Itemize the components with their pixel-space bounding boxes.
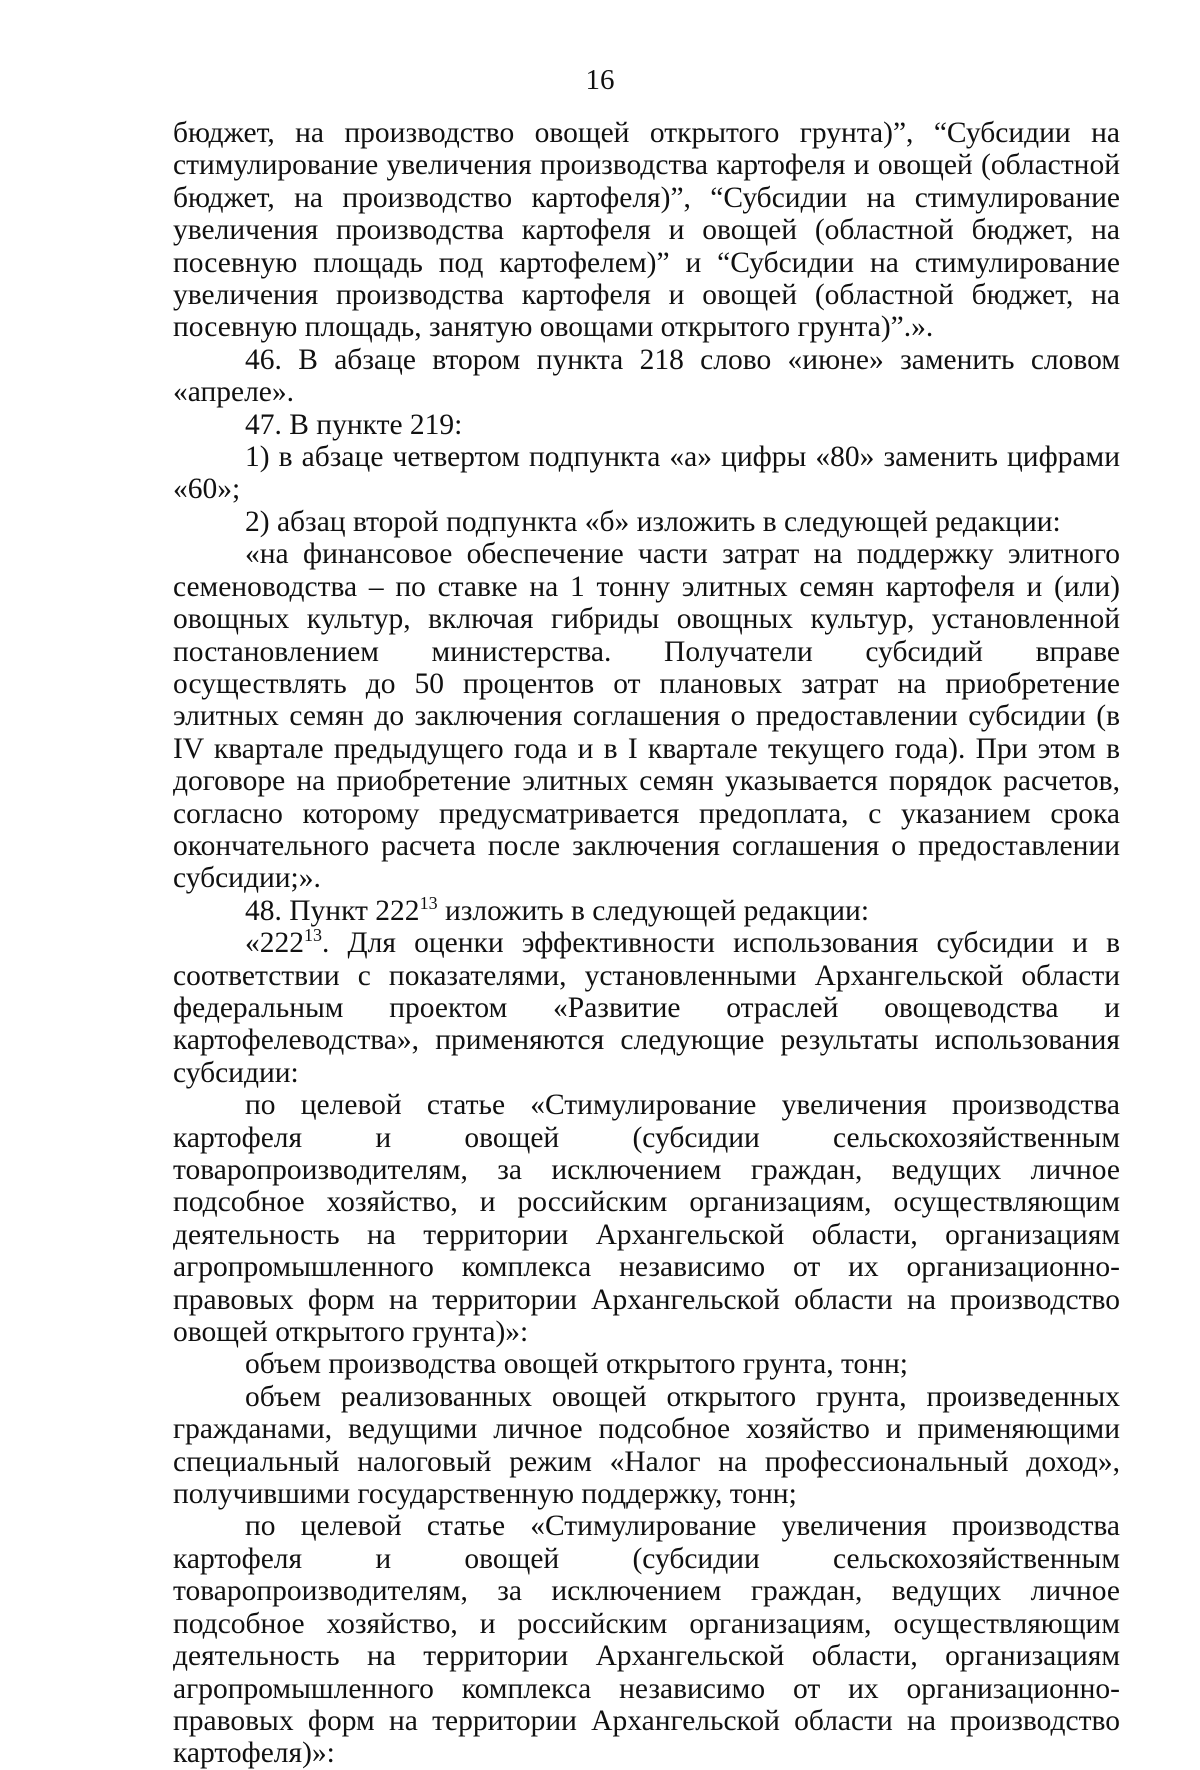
paragraph-point-222-13-end: . Для оценки эффективности использования субсидии и в соответствии с показателями, установленными Архангельской области федеральным проектом «Развитие отраслей овощеводства и картофелеводства», применяются следующие результаты использования субсидии: bbox=[173, 927, 1120, 1089]
paragraph-item-48-superscript: 13 bbox=[419, 892, 438, 913]
paragraph-indicator-realized-vegetables: объем реализованных овощей открытого грунта, произведенных гражданами, ведущими личное подсобное хозяйство и применяющими специальный налоговый режим «Налог на профессиональный доход», получившими государственную поддержку, тонн; bbox=[173, 1380, 1120, 1511]
paragraph-item-48-start: 48. Пункт 222 bbox=[245, 894, 420, 927]
paragraph-item-48-end: изложить в следующей редакции: bbox=[437, 894, 870, 927]
paragraph-point-222-13-superscript: 13 bbox=[304, 925, 322, 946]
paragraph-target-article-vegetables: по целевой статье «Стимулирование увеличения производства картофеля и овощей (субсидии сельскохозяйственным товаропроизводителям, за исключением граждан, ведущих личное подсобное хозяйство, и российским организациям, осуществляющим деятельность на территории Архангельской области, организациям агропромышленного комплекса независимо от их организационно-правовых форм на территории Архангельской области на производство овощей открытого грунта)»: bbox=[173, 1089, 1120, 1349]
paragraph-continuation: бюджет, на производство овощей открытого грунта)”, “Субсидии на стимулирование увеличения производства картофеля и овощей (областной бюджет, на производство картофеля)”, “Субсидии на стимулирование увеличения производства картофеля и овощей (областной бюджет, на посевную площадь под картофелем)” и “Субсидии на стимулирование увеличения производства картофеля и овощей (областной бюджет, на посевную площадь, занятую овощами открытого грунта)”.». bbox=[173, 117, 1120, 344]
paragraph-point-222-13 bbox=[173, 927, 1120, 1089]
paragraph-indicator-vegetable-volume: объем производства овощей открытого грунта, тонн; bbox=[245, 1348, 908, 1381]
paragraph-point-222-13-start: «222 bbox=[245, 927, 304, 960]
paragraph-subitem-2: 2) абзац второй подпункта «б» изложить в следующей редакции: bbox=[245, 505, 1061, 538]
paragraph-elite-seed-quote: «на финансовое обеспечение части затрат на поддержку элитного семеноводства – по ставке на 1 тонну элитных семян картофеля и (или) овощных культур, включая гибриды овощных культур, установленной постановлением министерства. Получатели субсидий вправе осуществлять до 50 процентов от плановых затрат на приобретение элитных семян до заключения соглашения о предоставлении субсидии (в IV квартале предыдущего года и в I квартале текущего года). При этом в договоре на приобретение элитных семян указывается порядок расчетов, согласно которому предусматривается предоплата, с указанием срока окончательного расчета после заключения соглашения о предоставлении субсидии;». bbox=[173, 538, 1120, 895]
paragraph-subitem-1: 1) в абзаце четвертом подпункта «а» цифры «80» заменить цифрами «60»; bbox=[173, 441, 1120, 506]
page-number: 16 bbox=[585, 64, 615, 96]
paragraph-item-48 bbox=[173, 892, 1120, 927]
document-body bbox=[173, 117, 1120, 1770]
paragraph-item-46: 46. В абзаце втором пункта 218 слово «июне» заменить словом «апреле». bbox=[173, 343, 1120, 409]
paragraph-target-article-potatoes: по целевой статье «Стимулирование увеличения производства картофеля и овощей (субсидии сельскохозяйственным товаропроизводителям, за исключением граждан, ведущих личное подсобное хозяйство, и российским организациям, осуществляющим деятельность на территории Архангельской области, организациям агропромышленного комплекса независимо от их организационно-правовых форм на территории Архангельской области на производство картофеля)»: bbox=[173, 1510, 1120, 1770]
paragraph-item-47: 47. В пункте 219: bbox=[245, 408, 463, 441]
